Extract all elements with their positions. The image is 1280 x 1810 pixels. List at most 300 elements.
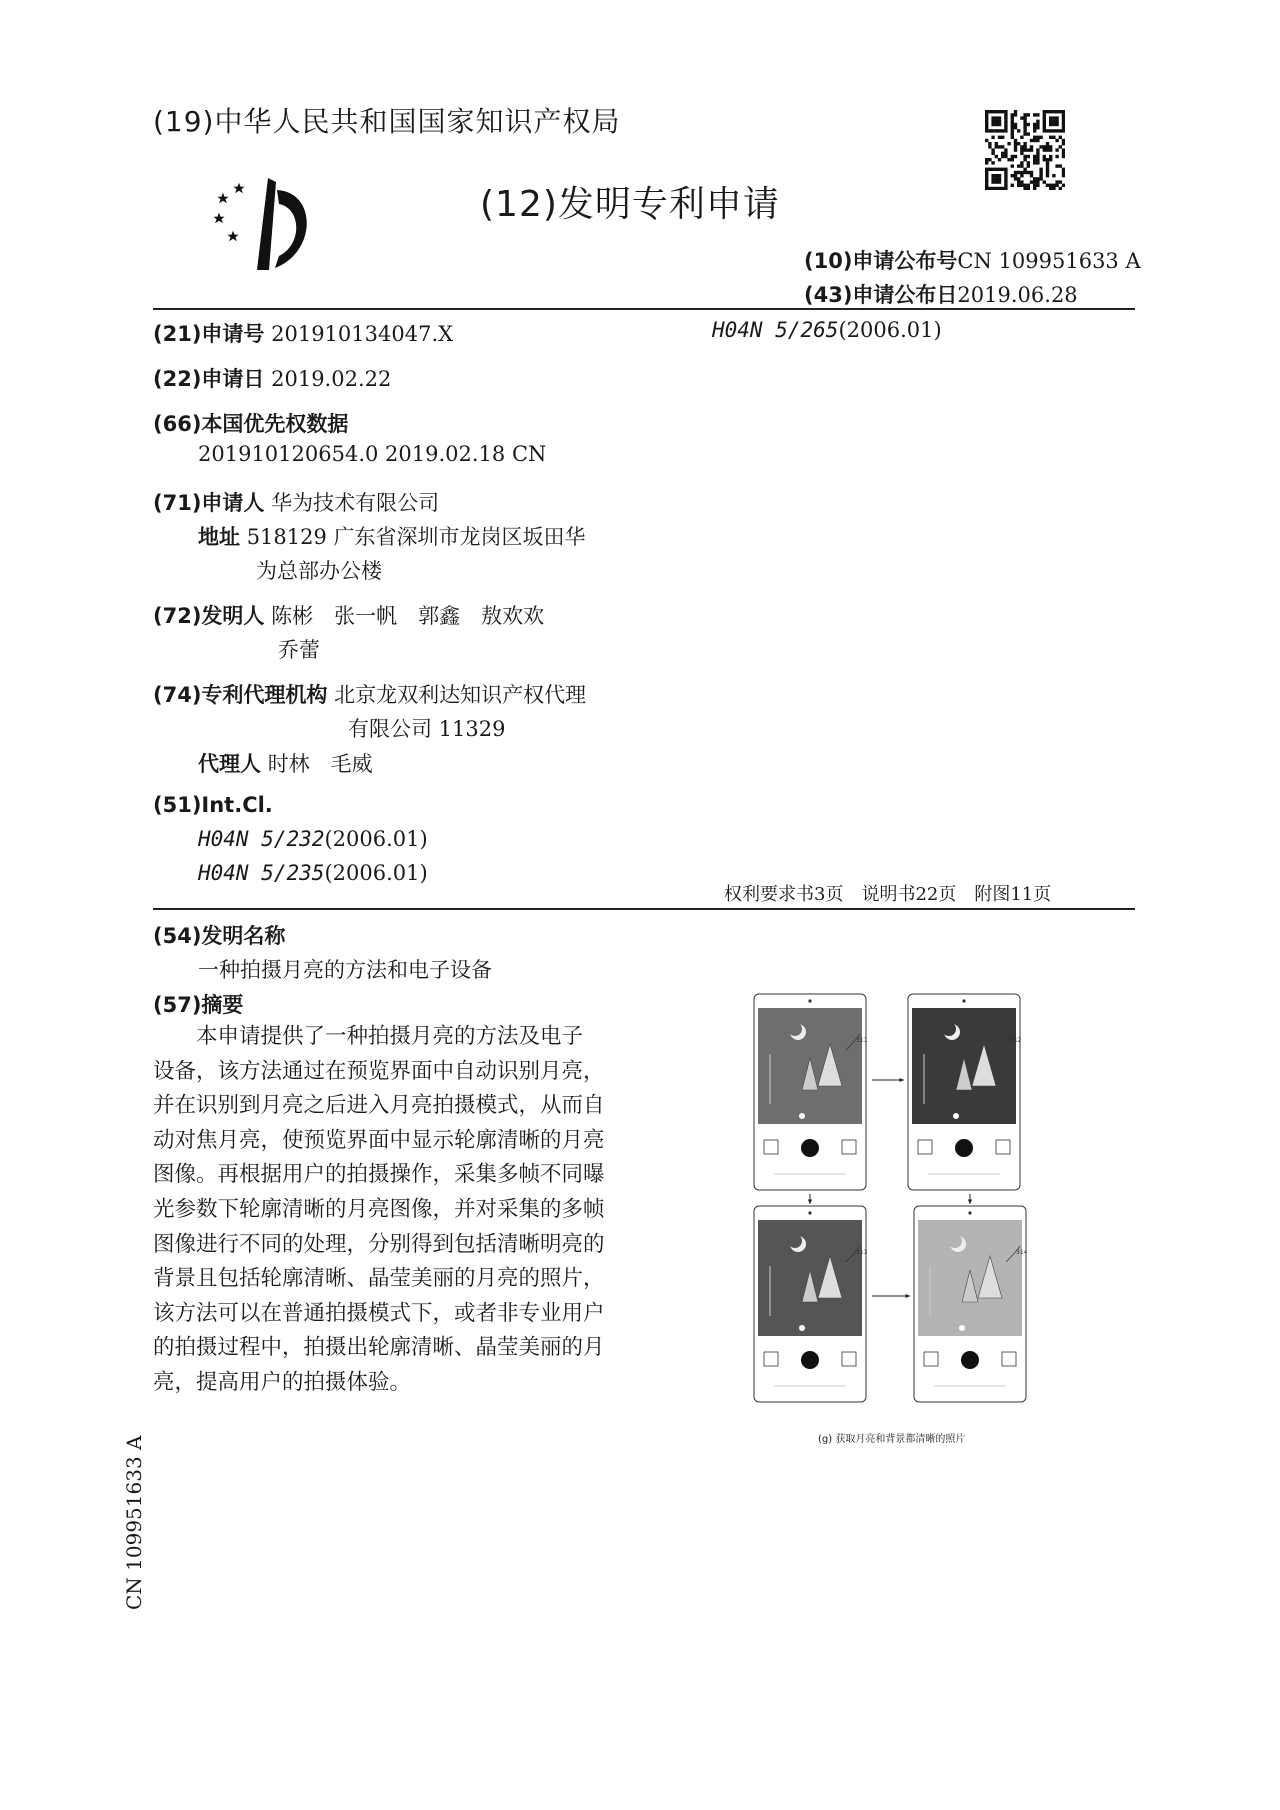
qr-module xyxy=(1001,136,1004,139)
title-label: (54)发明名称 xyxy=(153,924,286,948)
qr-module xyxy=(1017,164,1020,167)
qr-module xyxy=(1027,171,1030,174)
qr-module xyxy=(1020,136,1023,139)
priority-label-text: (66)本国优先权数据 xyxy=(153,412,349,436)
qr-module xyxy=(1052,187,1055,190)
qr-code-graphic xyxy=(985,110,1065,190)
qr-module xyxy=(1033,136,1036,139)
qr-module xyxy=(1062,113,1065,116)
agent: 时林 毛威 xyxy=(267,752,373,776)
abstract-label: (57)摘要 xyxy=(153,993,244,1017)
qr-module xyxy=(1059,129,1062,132)
qr-module xyxy=(1001,152,1004,155)
qr-module xyxy=(1023,129,1026,132)
qr-module xyxy=(998,129,1001,132)
shutter-button xyxy=(801,1351,819,1369)
qr-module xyxy=(1020,152,1023,155)
qr-module xyxy=(1011,136,1014,139)
qr-module xyxy=(1062,129,1065,132)
qr-module xyxy=(1023,184,1026,187)
qr-module xyxy=(1011,132,1014,135)
moon-shadow xyxy=(788,1234,802,1248)
qr-module xyxy=(985,161,988,164)
qr-module xyxy=(1011,164,1014,167)
qr-module xyxy=(1001,168,1004,171)
qr-module xyxy=(1004,129,1007,132)
qr-module xyxy=(1033,187,1036,190)
qr-module xyxy=(991,116,994,119)
qr-module xyxy=(988,145,991,148)
arrow-head xyxy=(899,1078,904,1082)
qr-module xyxy=(1046,148,1049,151)
qr-module xyxy=(1055,110,1058,113)
qr-module xyxy=(985,139,988,142)
qr-module xyxy=(1043,148,1046,151)
qr-module xyxy=(1055,123,1058,126)
moon-shadow xyxy=(788,1022,802,1036)
cnipa-logo-graphic xyxy=(213,170,333,275)
qr-module xyxy=(995,123,998,126)
qr-module xyxy=(985,187,988,190)
qr-module xyxy=(1004,155,1007,158)
arrow-head xyxy=(905,1294,910,1298)
qr-module xyxy=(1011,123,1014,126)
qr-module xyxy=(1011,184,1014,187)
qr-module xyxy=(995,168,998,171)
doc-type: (12)发明专利申请 xyxy=(480,184,780,225)
qr-module xyxy=(1020,180,1023,183)
abstract-line: 动对焦月亮，使预览界面中显示轮廓清晰的月亮 xyxy=(153,1127,605,1153)
qr-module xyxy=(1036,148,1039,151)
qr-module xyxy=(1001,145,1004,148)
abstract-line: 本申请提供了一种拍摄月亮的方法及电子 xyxy=(196,1024,584,1049)
qr-module xyxy=(1023,145,1026,148)
qr-module xyxy=(1039,136,1042,139)
qr-module xyxy=(985,184,988,187)
qr-module xyxy=(1020,184,1023,187)
moon-mode-indicator xyxy=(959,1325,965,1331)
qr-module xyxy=(1023,113,1026,116)
qr-module xyxy=(1062,174,1065,177)
qr-module xyxy=(1004,184,1007,187)
qr-module xyxy=(1030,180,1033,183)
qr-module xyxy=(1052,174,1055,177)
figure-caption: (g) 获取月亮和背景都清晰的照片 xyxy=(818,1434,966,1445)
qr-module xyxy=(1052,136,1055,139)
qr-module xyxy=(1039,168,1042,171)
qr-module xyxy=(1062,152,1065,155)
qr-module xyxy=(1004,123,1007,126)
qr-module xyxy=(1023,148,1026,151)
ipc-code-1: H04N 5/232 xyxy=(198,827,325,851)
qr-module xyxy=(991,129,994,132)
qr-module xyxy=(1001,155,1004,158)
qr-module xyxy=(1023,126,1026,129)
abstract-line: 光参数下轮廓清晰的月亮图像，并对采集的多帧 xyxy=(153,1196,605,1222)
qr-module xyxy=(1017,129,1020,132)
qr-module xyxy=(988,187,991,190)
qr-module xyxy=(1007,158,1010,161)
qr-module xyxy=(1046,158,1049,161)
app-number-row xyxy=(153,318,453,348)
qr-module xyxy=(1023,116,1026,119)
qr-module xyxy=(1014,123,1017,126)
qr-module xyxy=(1043,145,1046,148)
qr-module xyxy=(1062,123,1065,126)
qr-module xyxy=(1007,142,1010,145)
agent-row xyxy=(198,748,373,778)
shutter-button xyxy=(801,1139,819,1157)
qr-module xyxy=(991,174,994,177)
mode-strip xyxy=(912,1124,1016,1132)
qr-module xyxy=(1004,187,1007,190)
qr-module xyxy=(1030,145,1033,148)
qr-module xyxy=(1062,110,1065,113)
cnipa-logo xyxy=(213,170,333,275)
abstract-line: 图像。再根据用户的拍摄操作，采集多帧不同曝 xyxy=(153,1162,605,1188)
qr-module xyxy=(1062,168,1065,171)
qr-module xyxy=(1004,113,1007,116)
qr-module xyxy=(1036,120,1039,123)
qr-module xyxy=(1062,184,1065,187)
qr-module xyxy=(1020,148,1023,151)
qr-module xyxy=(1017,142,1020,145)
qr-module xyxy=(1027,148,1030,151)
address-row xyxy=(198,521,586,551)
qr-module xyxy=(985,168,988,171)
ipc-row-2 xyxy=(198,861,428,885)
arrow-head xyxy=(968,1199,972,1204)
qr-module xyxy=(1052,116,1055,119)
ref-number: 311 xyxy=(856,1037,868,1044)
qr-module xyxy=(1017,180,1020,183)
qr-module xyxy=(1023,142,1026,145)
qr-module xyxy=(1036,152,1039,155)
qr-module xyxy=(1014,126,1017,129)
qr-module xyxy=(1014,155,1017,158)
agent-label: 代理人 xyxy=(198,752,261,776)
qr-module xyxy=(1055,120,1058,123)
inventors-label: (72)发明人 xyxy=(153,604,265,628)
qr-module xyxy=(985,110,988,113)
qr-module xyxy=(1014,174,1017,177)
qr-module xyxy=(1020,164,1023,167)
qr-module xyxy=(1023,120,1026,123)
qr-module xyxy=(995,120,998,123)
qr-module xyxy=(995,177,998,180)
qr-module xyxy=(1055,184,1058,187)
qr-module xyxy=(1043,116,1046,119)
qr-module xyxy=(1043,180,1046,183)
qr-module xyxy=(1023,158,1026,161)
inventors-line1: 陈彬 张一帆 郭鑫 敖欢欢 xyxy=(271,604,545,628)
qr-module xyxy=(1004,171,1007,174)
qr-module xyxy=(1001,110,1004,113)
qr-module xyxy=(1062,126,1065,129)
qr-module xyxy=(1055,116,1058,119)
shutter-button xyxy=(961,1351,979,1369)
abstract-line: 并在识别到月亮之后进入月亮拍摄模式，从而自 xyxy=(153,1093,605,1119)
qr-module xyxy=(991,177,994,180)
qr-module xyxy=(985,171,988,174)
qr-module xyxy=(985,126,988,129)
qr-module xyxy=(985,120,988,123)
qr-module xyxy=(1004,152,1007,155)
qr-module xyxy=(1049,136,1052,139)
qr-module xyxy=(991,168,994,171)
abstract-line: 亮，提高用户的拍摄体验。 xyxy=(153,1369,412,1395)
qr-module xyxy=(1055,180,1058,183)
qr-module xyxy=(1049,145,1052,148)
phone-camera xyxy=(808,1211,811,1214)
qr-module xyxy=(985,177,988,180)
qr-module xyxy=(998,136,1001,139)
qr-module xyxy=(1062,148,1065,151)
pub-date-label: (43)申请公布日 xyxy=(804,283,958,307)
qr-module xyxy=(1039,145,1042,148)
qr-module xyxy=(1033,161,1036,164)
abstract-text xyxy=(153,1020,623,1401)
qr-module xyxy=(1055,155,1058,158)
mode-strip xyxy=(918,1336,1022,1344)
qr-module xyxy=(1046,164,1049,167)
qr-module xyxy=(991,152,994,155)
biblio-rule xyxy=(153,908,1135,910)
qr-module xyxy=(1033,184,1036,187)
phone-camera xyxy=(808,999,811,1002)
qr-module xyxy=(1020,145,1023,148)
inventors-line2: 乔蕾 xyxy=(278,638,320,662)
moon-shadow xyxy=(942,1022,956,1036)
ipc-main-year: (2006.01) xyxy=(838,318,942,342)
qr-module xyxy=(991,136,994,139)
qr-module xyxy=(995,116,998,119)
qr-module xyxy=(1062,142,1065,145)
qr-module xyxy=(1033,129,1036,132)
qr-module xyxy=(1027,132,1030,135)
qr-module xyxy=(1033,113,1036,116)
moon-mode-indicator xyxy=(799,1113,805,1119)
address-line1: 518129 广东省深圳市龙岗区坂田华 xyxy=(246,525,586,549)
qr-module xyxy=(1023,123,1026,126)
qr-module xyxy=(1052,123,1055,126)
qr-module xyxy=(1004,174,1007,177)
qr-module xyxy=(998,116,1001,119)
qr-module xyxy=(1059,110,1062,113)
pub-date: 2019.06.28 xyxy=(957,283,1078,307)
qr-module xyxy=(1036,126,1039,129)
qr-module xyxy=(1027,123,1030,126)
qr-module xyxy=(1036,177,1039,180)
qr-module xyxy=(1011,158,1014,161)
qr-module xyxy=(985,174,988,177)
qr-module xyxy=(1033,177,1036,180)
qr-module xyxy=(1030,174,1033,177)
qr-module xyxy=(1046,174,1049,177)
qr-module xyxy=(1046,171,1049,174)
moon-mode-indicator xyxy=(799,1325,805,1331)
qr-module xyxy=(1027,155,1030,158)
qr-module xyxy=(1043,126,1046,129)
qr-module xyxy=(991,161,994,164)
pub-number-label: (10)申请公布号 xyxy=(804,249,958,273)
qr-module xyxy=(998,123,1001,126)
ipc-main-code: H04N 5/265 xyxy=(712,318,839,342)
qr-module xyxy=(1046,129,1049,132)
abstract-line: 设备，该方法通过在预览界面中自动识别月亮， xyxy=(153,1058,605,1084)
ipc-year-2: (2006.01) xyxy=(324,861,428,885)
qr-module xyxy=(1059,145,1062,148)
qr-module xyxy=(1036,184,1039,187)
ref-number: 314 xyxy=(1016,1249,1028,1256)
qr-module xyxy=(1052,120,1055,123)
filing-date-row xyxy=(153,363,391,393)
qr-module xyxy=(1033,155,1036,158)
qr-module xyxy=(995,145,998,148)
abstract-line: 背景且包括轮廓清晰、晶莹美丽的月亮的照片， xyxy=(153,1266,605,1292)
qr-module xyxy=(1020,161,1023,164)
qr-module xyxy=(1049,155,1052,158)
qr-module xyxy=(1023,171,1026,174)
qr-module xyxy=(1030,139,1033,142)
agency-line2: 有限公司 11329 xyxy=(348,717,506,741)
qr-module xyxy=(1033,123,1036,126)
inventors-row xyxy=(153,600,544,630)
qr-module xyxy=(1001,129,1004,132)
qr-module xyxy=(1043,129,1046,132)
qr-module xyxy=(995,187,998,190)
qr-module xyxy=(1052,129,1055,132)
abstract-figure xyxy=(748,988,1048,1445)
agency-row xyxy=(153,679,586,709)
qr-module xyxy=(1043,113,1046,116)
ipc-year-1: (2006.01) xyxy=(324,827,428,851)
qr-module xyxy=(985,180,988,183)
moon-shadow xyxy=(948,1234,962,1248)
qr-module xyxy=(1027,184,1030,187)
qr-module xyxy=(1055,139,1058,142)
app-number: 201910134047.X xyxy=(271,322,454,346)
qr-module xyxy=(1049,116,1052,119)
qr-module xyxy=(991,180,994,183)
qr-module xyxy=(988,129,991,132)
qr-module xyxy=(1039,177,1042,180)
qr-module xyxy=(1036,123,1039,126)
qr-module xyxy=(1027,164,1030,167)
qr-module xyxy=(1017,177,1020,180)
mode-strip xyxy=(758,1124,862,1132)
qr-module xyxy=(1020,116,1023,119)
qr-module xyxy=(995,142,998,145)
moon-mode-indicator xyxy=(953,1113,959,1119)
intcl-label: (51)Int.Cl. xyxy=(153,793,273,817)
invention-title: 一种拍摄月亮的方法和电子设备 xyxy=(198,958,492,982)
qr-module xyxy=(1049,129,1052,132)
qr-module xyxy=(998,110,1001,113)
qr-module xyxy=(1036,136,1039,139)
qr-module xyxy=(1014,110,1017,113)
qr-module xyxy=(1014,145,1017,148)
qr-module xyxy=(991,187,994,190)
qr-module xyxy=(1059,187,1062,190)
qr-module xyxy=(1011,120,1014,123)
qr-module xyxy=(1014,177,1017,180)
qr-module xyxy=(1033,139,1036,142)
qr-module xyxy=(1046,142,1049,145)
qr-module xyxy=(1004,180,1007,183)
qr-module xyxy=(995,129,998,132)
qr-module xyxy=(1017,184,1020,187)
shutter-button xyxy=(955,1139,973,1157)
qr-module xyxy=(1004,116,1007,119)
qr-module xyxy=(1023,132,1026,135)
qr-module xyxy=(1036,155,1039,158)
qr-module xyxy=(998,120,1001,123)
qr-module xyxy=(1036,158,1039,161)
agency-label: (74)专利代理机构 xyxy=(153,683,328,707)
ipc-main xyxy=(712,318,942,342)
qr-module xyxy=(1023,168,1026,171)
qr-module xyxy=(1014,148,1017,151)
qr-module xyxy=(1033,180,1036,183)
filing-date: 2019.02.22 xyxy=(271,367,392,391)
applicant-row xyxy=(153,487,439,517)
abstract-figure-graphic xyxy=(748,988,1048,1438)
qr-module xyxy=(988,158,991,161)
qr-module xyxy=(1049,120,1052,123)
qr-module xyxy=(1055,164,1058,167)
qr-module xyxy=(1046,145,1049,148)
qr-module xyxy=(985,158,988,161)
qr-module xyxy=(1030,148,1033,151)
qr-module xyxy=(991,123,994,126)
abstract-line: 图像进行不同的处理，分别得到包括清晰明亮的 xyxy=(153,1231,605,1257)
pub-number-row xyxy=(804,245,1141,275)
qr-module xyxy=(1043,155,1046,158)
qr-module xyxy=(998,187,1001,190)
qr-module xyxy=(1014,113,1017,116)
pub-date-row xyxy=(804,279,1078,309)
qr-module xyxy=(1011,113,1014,116)
qr-module xyxy=(1059,164,1062,167)
qr-module xyxy=(1036,180,1039,183)
qr-module xyxy=(1046,168,1049,171)
qr-module xyxy=(1027,187,1030,190)
qr-module xyxy=(1023,187,1026,190)
phone-camera xyxy=(962,999,965,1002)
qr-module xyxy=(1027,113,1030,116)
qr-module xyxy=(1020,171,1023,174)
qr-module xyxy=(1020,174,1023,177)
qr-module xyxy=(1049,123,1052,126)
qr-module xyxy=(1036,113,1039,116)
qr-module xyxy=(1046,184,1049,187)
qr-module xyxy=(985,123,988,126)
qr-module xyxy=(1043,158,1046,161)
qr-module xyxy=(995,110,998,113)
qr-module xyxy=(988,168,991,171)
side-pub-number: CN 109951633 A xyxy=(122,1435,146,1610)
qr-module xyxy=(998,158,1001,161)
qr-module xyxy=(1043,123,1046,126)
ref-number: 312 xyxy=(1010,1037,1022,1044)
qr-module xyxy=(995,180,998,183)
qr-module xyxy=(1046,110,1049,113)
qr-module xyxy=(988,142,991,145)
abstract-line: 的拍摄过程中，拍摄出轮廓清晰、晶莹美丽的月 xyxy=(153,1335,605,1361)
qr-module xyxy=(1011,116,1014,119)
qr-module xyxy=(1055,148,1058,151)
